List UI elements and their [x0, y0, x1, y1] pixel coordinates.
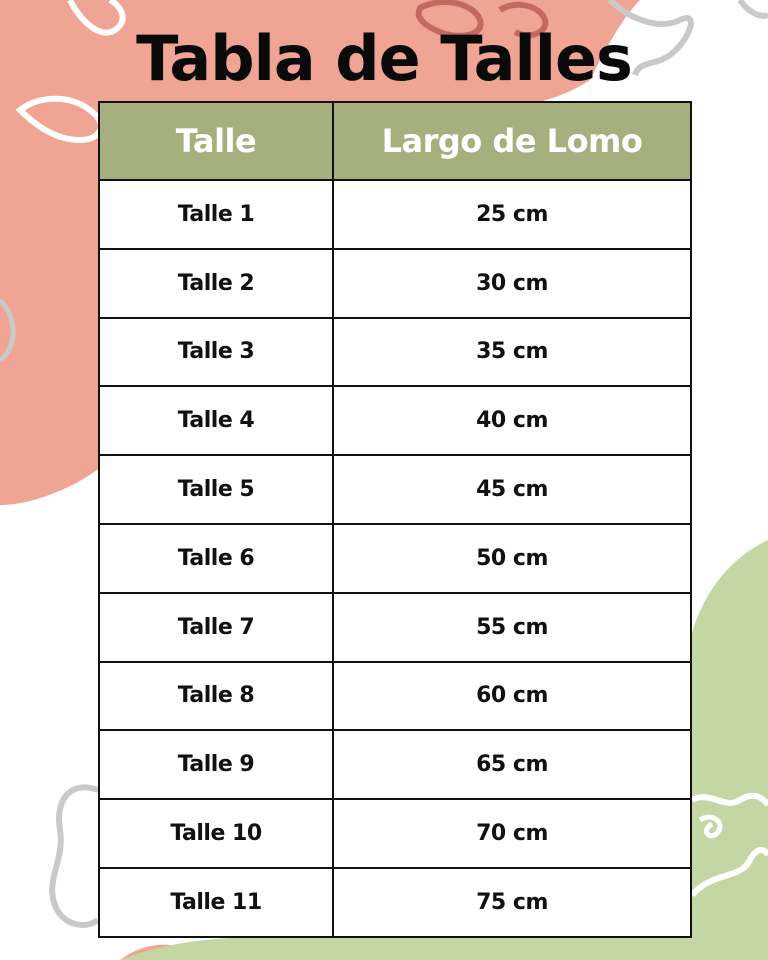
table-row	[99, 799, 691, 868]
table-row	[99, 455, 691, 524]
size-cell: Talle 8	[99, 662, 333, 731]
length-cell: 75 cm	[333, 868, 691, 937]
size-cell: Talle 7	[99, 593, 333, 662]
length-cell: 45 cm	[333, 455, 691, 524]
length-cell: 40 cm	[333, 386, 691, 455]
column-header-size: Talle	[99, 102, 333, 180]
table-row	[99, 180, 691, 249]
length-cell: 65 cm	[333, 730, 691, 799]
table-row	[99, 593, 691, 662]
table-row	[99, 730, 691, 799]
size-cell: Talle 4	[99, 386, 333, 455]
size-cell: Talle 2	[99, 249, 333, 318]
size-cell: Talle 6	[99, 524, 333, 593]
table-row	[99, 868, 691, 937]
page-title: Tabla de Talles	[136, 22, 632, 95]
size-table	[98, 101, 692, 938]
length-cell: 35 cm	[333, 318, 691, 387]
length-cell: 25 cm	[333, 180, 691, 249]
table-row	[99, 524, 691, 593]
length-cell: 70 cm	[333, 799, 691, 868]
table-header-row	[99, 102, 691, 180]
length-cell: 55 cm	[333, 593, 691, 662]
size-cell: Talle 9	[99, 730, 333, 799]
length-cell: 50 cm	[333, 524, 691, 593]
table-row	[99, 249, 691, 318]
size-cell: Talle 11	[99, 868, 333, 937]
length-cell: 30 cm	[333, 249, 691, 318]
column-header-length: Largo de Lomo	[333, 102, 691, 180]
length-cell: 60 cm	[333, 662, 691, 731]
table-row	[99, 386, 691, 455]
size-cell: Talle 3	[99, 318, 333, 387]
size-cell: Talle 10	[99, 799, 333, 868]
table-row	[99, 318, 691, 387]
gray-squiggle-line	[52, 787, 98, 925]
table-row	[99, 662, 691, 731]
size-cell: Talle 1	[99, 180, 333, 249]
size-cell: Talle 5	[99, 455, 333, 524]
